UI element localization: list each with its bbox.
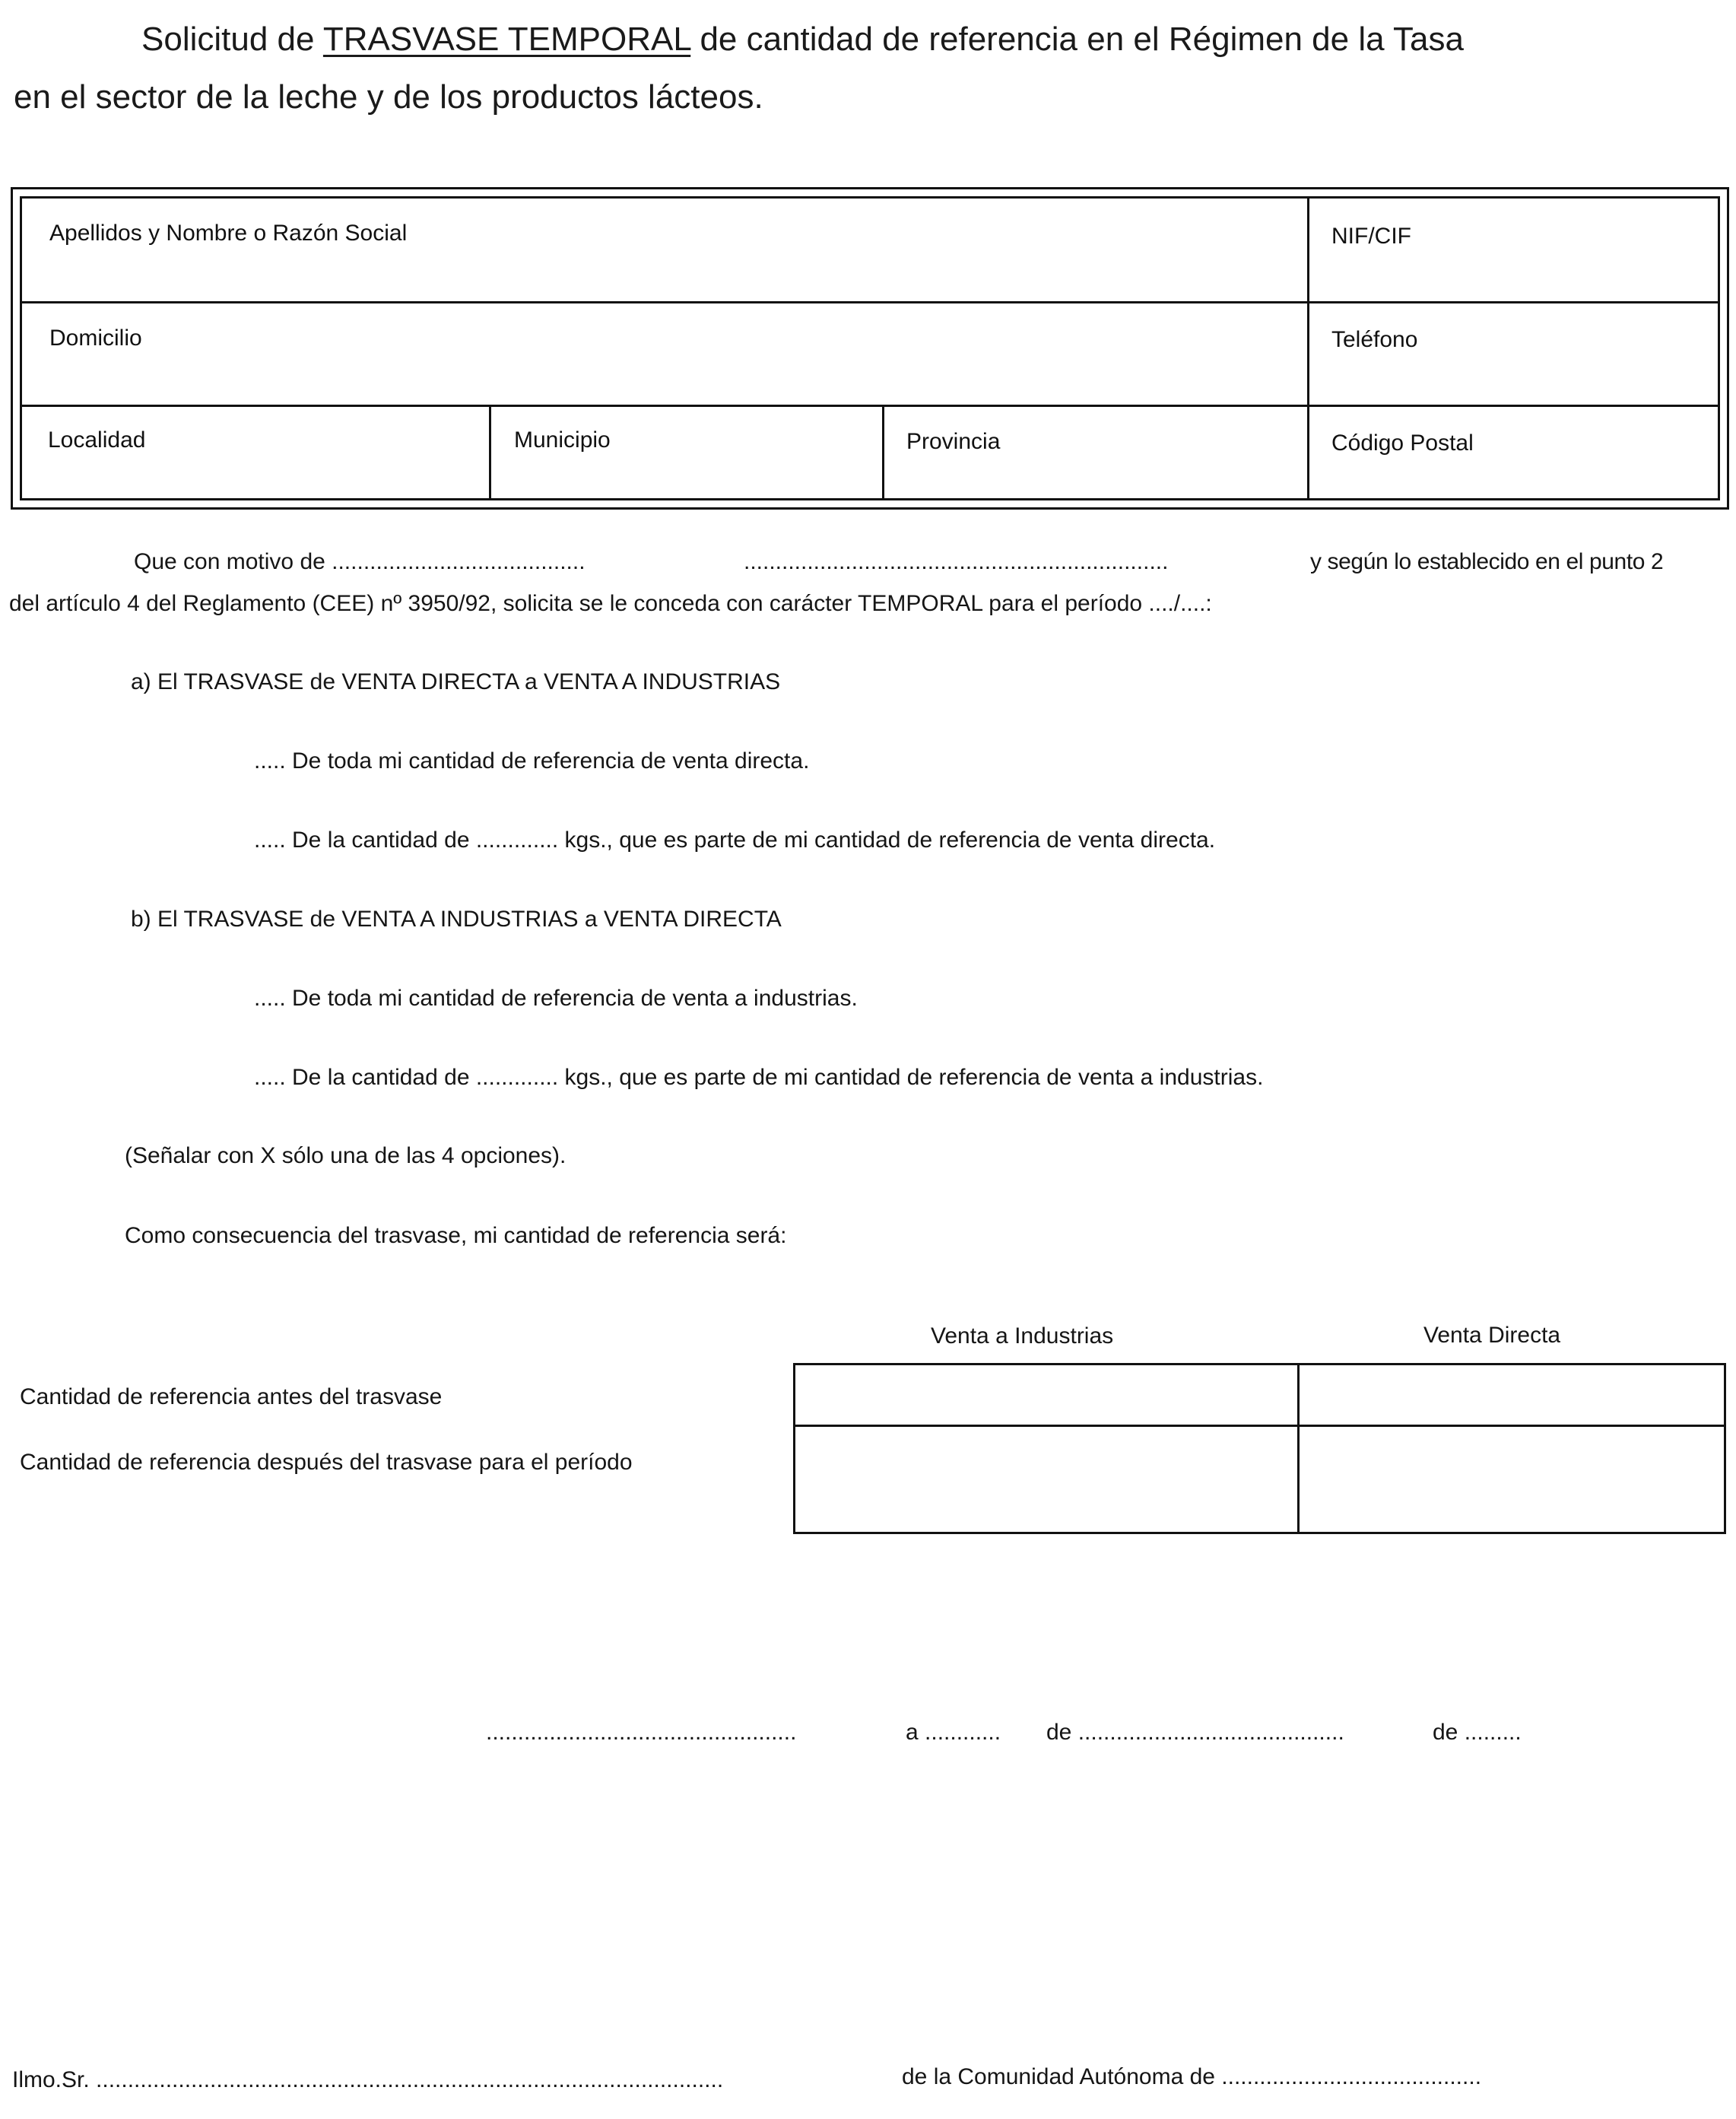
option-a2[interactable]: ..... De la cantidad de ............. kgs., que es parte de mi cantidad de referencia de venta directa.	[254, 828, 1216, 853]
option-a-heading: a) El TRASVASE de VENTA DIRECTA a VENTA A INDUSTRIAS	[131, 669, 781, 694]
option-b-heading: b) El TRASVASE de VENTA A INDUSTRIAS a VENTA DIRECTA	[131, 907, 782, 932]
row-label-after: Cantidad de referencia después del trasvase para el período	[20, 1450, 633, 1475]
postal-code-field[interactable]: Código Postal	[1331, 430, 1474, 456]
col-header-directa: Venta Directa	[1423, 1323, 1561, 1348]
cell-industrias-before[interactable]	[795, 1365, 1297, 1425]
title-underlined: TRASVASE TEMPORAL	[322, 21, 691, 58]
form-col-divider	[489, 405, 491, 498]
statement-regulation: y según lo establecido en el punto 2	[1310, 549, 1664, 574]
address-field[interactable]: Domicilio	[49, 326, 142, 351]
cell-directa-before[interactable]	[1300, 1365, 1724, 1425]
footer-comunidad[interactable]: de la Comunidad Autónoma de .........................................	[902, 2064, 1482, 2089]
option-b1[interactable]: ..... De toda mi cantidad de referencia de venta a industrias.	[254, 986, 858, 1011]
signature-place[interactable]: .................................................	[486, 1720, 797, 1745]
consequence-text: Como consecuencia del trasvase, mi cantidad de referencia será:	[125, 1223, 787, 1248]
signature-year[interactable]: de .........	[1433, 1720, 1522, 1745]
statement-motive-continued[interactable]: ...................................................................	[744, 549, 1169, 574]
title-suffix: de cantidad de referencia en el Régimen de la Tasa	[690, 21, 1464, 58]
page-title-line2: en el sector de la leche y de los productos lácteos.	[14, 78, 763, 116]
selection-note: (Señalar con X sólo una de las 4 opciones).	[125, 1143, 567, 1168]
applicant-form-inner	[20, 196, 1720, 500]
province-field[interactable]: Provincia	[906, 429, 1001, 454]
form-row-divider	[22, 301, 1718, 303]
cell-directa-after[interactable]	[1300, 1427, 1724, 1532]
quantities-table	[793, 1363, 1726, 1534]
option-b2[interactable]: ..... De la cantidad de ............. kgs., que es parte de mi cantidad de referencia de venta a industrias.	[254, 1065, 1264, 1090]
signature-day[interactable]: a ............	[906, 1720, 1001, 1745]
name-field[interactable]: Apellidos y Nombre o Razón Social	[49, 221, 408, 246]
municipality-field[interactable]: Municipio	[514, 427, 611, 453]
nif-field[interactable]: NIF/CIF	[1331, 224, 1411, 249]
cell-industrias-after[interactable]	[795, 1427, 1297, 1532]
form-row-divider	[22, 405, 1718, 407]
title-prefix: Solicitud de	[141, 21, 323, 58]
signature-month[interactable]: de ..........................................	[1046, 1720, 1344, 1745]
form-col-divider	[1307, 199, 1309, 498]
option-a1[interactable]: ..... De toda mi cantidad de referencia de venta directa.	[254, 748, 810, 774]
phone-field[interactable]: Teléfono	[1331, 327, 1418, 352]
page-title	[141, 23, 1464, 56]
locality-field[interactable]: Localidad	[48, 427, 146, 453]
statement-line2: del artículo 4 del Reglamento (CEE) nº 3950/92, solicita se le conceda con carácter TEMPORAL para el período ..../....:	[9, 591, 1212, 616]
col-header-industrias: Venta a Industrias	[931, 1323, 1114, 1349]
applicant-form	[11, 187, 1729, 510]
form-col-divider	[882, 405, 884, 498]
statement-motive[interactable]: Que con motivo de ........................................	[134, 549, 586, 574]
footer-ilmo[interactable]: Ilmo.Sr. ...................................................................................................	[12, 2067, 724, 2092]
row-label-before: Cantidad de referencia antes del trasvase	[20, 1384, 443, 1409]
